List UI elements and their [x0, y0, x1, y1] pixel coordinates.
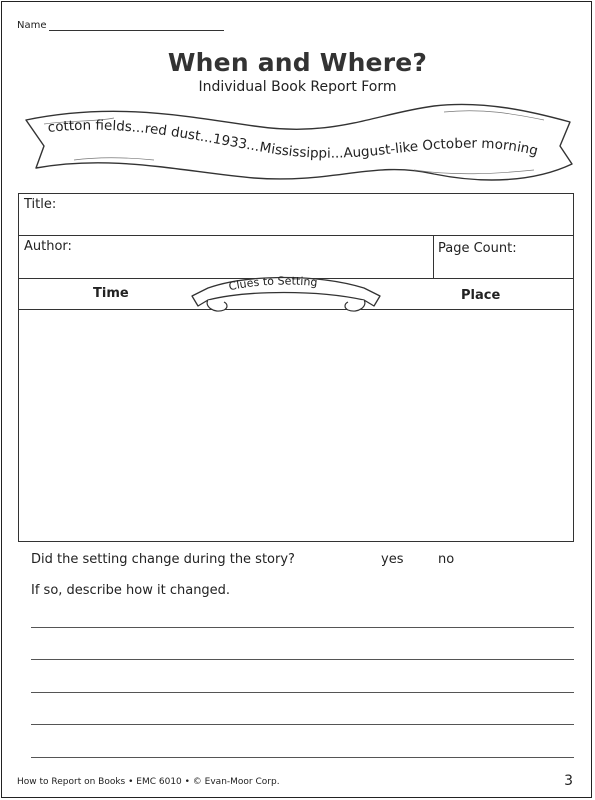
- name-underline[interactable]: [49, 20, 224, 31]
- report-form-table: [18, 193, 574, 542]
- writing-line[interactable]: [31, 627, 574, 628]
- footer-credit: How to Report on Books • EMC 6010 • © Evan-Moor Corp.: [17, 777, 280, 787]
- page-number: 3: [564, 773, 573, 789]
- title-row[interactable]: [19, 194, 573, 236]
- describe-change-prompt: If so, describe how it changed.: [31, 583, 231, 598]
- title-label: Title:: [24, 197, 57, 212]
- clues-to-setting-ribbon: [188, 270, 384, 320]
- writing-line[interactable]: [31, 692, 574, 693]
- name-field[interactable]: [17, 20, 224, 31]
- clues-label: Clues to Setting: [227, 274, 319, 294]
- writing-line[interactable]: [31, 659, 574, 660]
- author-divider: [433, 236, 434, 278]
- name-label: Name: [17, 20, 47, 31]
- clues-writing-area[interactable]: [19, 310, 573, 542]
- page-subtitle: Individual Book Report Form: [198, 79, 397, 95]
- writing-line[interactable]: [31, 757, 574, 758]
- page-count-label: Page Count:: [438, 241, 517, 256]
- page-title: When and Where?: [167, 48, 428, 77]
- yes-option[interactable]: yes: [381, 552, 404, 567]
- author-label: Author:: [24, 239, 72, 254]
- banner-text: cotton fields...red dust...1933...Mississippi...August-like October morning: [46, 117, 540, 162]
- place-header: Place: [461, 288, 501, 303]
- writing-line[interactable]: [31, 724, 574, 725]
- setting-change-question: Did the setting change during the story?: [31, 552, 295, 567]
- time-header: Time: [93, 286, 129, 301]
- no-option[interactable]: no: [438, 552, 455, 567]
- setting-banner: [14, 98, 579, 190]
